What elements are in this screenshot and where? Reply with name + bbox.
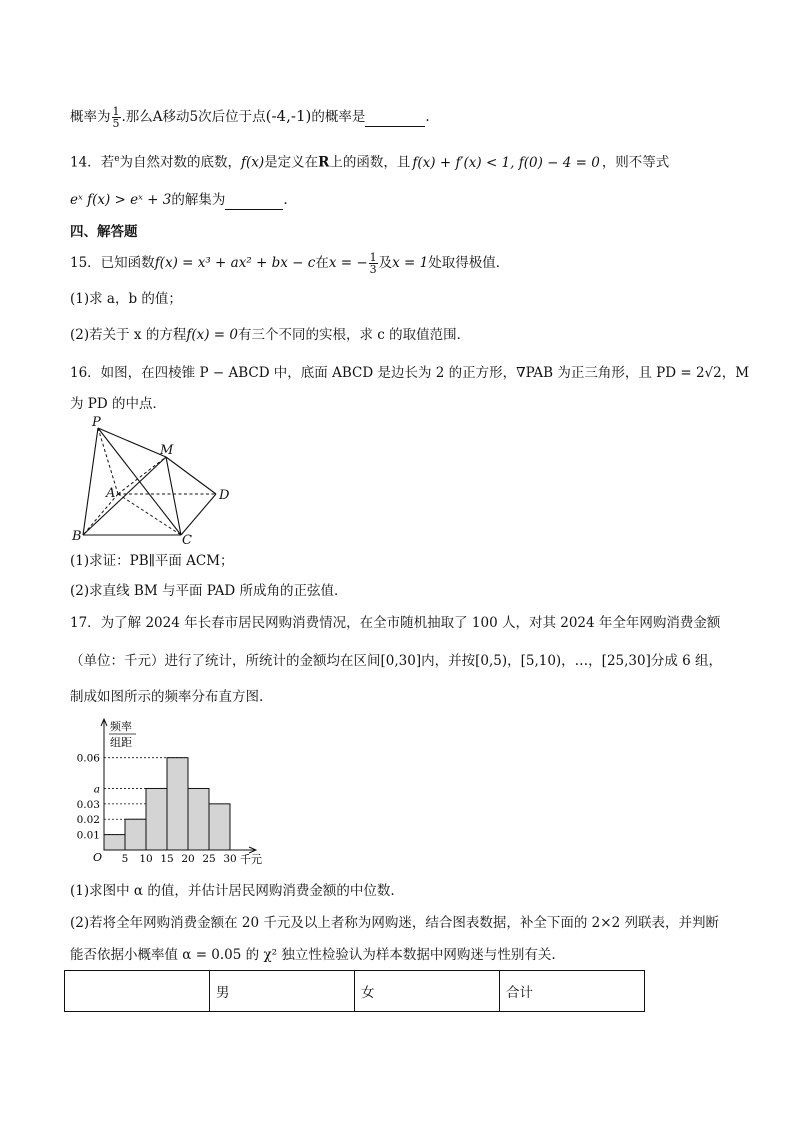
x-tick-label: 25 bbox=[202, 853, 216, 865]
ylabel-bottom: 组距 bbox=[110, 736, 132, 749]
label-D: D bbox=[219, 488, 230, 503]
p15-q2: (2)若关于 x 的方程f(x) = 0有三个不同的实根，求 c 的取值范围． bbox=[70, 327, 471, 343]
histogram-bar bbox=[167, 758, 188, 850]
table-cell bbox=[65, 971, 210, 1012]
x-tick-label: 5 bbox=[121, 853, 129, 865]
p15-q1: (1)求 a，b 的值； bbox=[70, 291, 182, 307]
histogram-bar bbox=[146, 788, 167, 850]
y-tick-label: 0.06 bbox=[76, 752, 100, 765]
table-row bbox=[65, 971, 645, 1012]
y-tick-label: 0.02 bbox=[76, 814, 100, 827]
origin-label: O bbox=[93, 851, 103, 864]
table-cell: 合计 bbox=[500, 971, 645, 1012]
table-cell: 男 bbox=[210, 971, 355, 1012]
x-tick-label: 30 bbox=[223, 853, 237, 865]
histogram-bar bbox=[125, 819, 146, 850]
answer-blank bbox=[365, 108, 425, 127]
p16-q1: (1)求证：PB∥平面 ACM； bbox=[70, 553, 234, 569]
histogram-bar bbox=[104, 835, 125, 850]
p17-q2-line1: (2)若将全年网购消费金额在 20 千元及以上者称为网购迷，结合图表数据，补全下面的 2×2 列联表，并判断 bbox=[70, 915, 719, 931]
fraction: $\frac{1}{3}$ bbox=[369, 251, 377, 276]
y-tick-label: 0.01 bbox=[76, 829, 100, 842]
histogram-bar bbox=[209, 804, 230, 850]
histogram-bar bbox=[188, 788, 209, 850]
y-tick-label: a bbox=[93, 783, 100, 796]
fraction: $\frac{1}{5}$ bbox=[112, 105, 120, 130]
p15-line1: 15．已知函数f(x) = x³ + ax² + bx − c在x = − $\frac{1}{3}$ 及x = 1处取得极值． bbox=[70, 251, 510, 276]
p17-q2-line2: 能否依据小概率值 α = 0.05 的 χ² 独立性检验认为样本数据中网购迷与性别有关. bbox=[70, 947, 556, 963]
answer-blank bbox=[225, 191, 283, 210]
pyramid-figure bbox=[70, 414, 240, 546]
y-tick-label: 0.03 bbox=[76, 798, 100, 811]
p13-tail: 概率为 $\frac{1}{5}$ .那么A移动5次后位于点(-4,-1)的概率是 . bbox=[70, 105, 430, 130]
x-tick-label: 20 bbox=[181, 853, 195, 865]
label-B: B bbox=[72, 529, 82, 544]
p17-line3: 制成如图所示的频率分布直方图. bbox=[70, 689, 264, 705]
p16-q2: (2)求直线 BM 与平面 PAD 所成角的正弦值． bbox=[70, 583, 348, 599]
label-A: A bbox=[106, 486, 116, 501]
p17-line1: 17．为了解 2024 年长春市居民网购消费情况，在全市随机抽取了 100 人，对其 2024 年全年网购消费金额 bbox=[70, 615, 721, 631]
contingency-table bbox=[64, 970, 645, 1012]
p16-line2: 为 PD 的中点． bbox=[70, 396, 166, 412]
section-title: 四、解答题 bbox=[70, 224, 138, 240]
label-C: C bbox=[182, 533, 192, 546]
p14-line2: eˣ f(x) > eˣ + 3的解集为 . bbox=[70, 192, 288, 208]
frequency-histogram bbox=[70, 714, 270, 870]
label-M: M bbox=[160, 443, 174, 458]
label-P: P bbox=[92, 415, 101, 430]
p17-q1: (1)求图中 α 的值，并估计居民网购消费金额的中位数. bbox=[70, 883, 395, 899]
p16-line1: 16．如图，在四棱锥 P − ABCD 中，底面 ABCD 是边长为 2 的正方形，∇PAB 为正三角形，且 PD = 2√2，M bbox=[70, 365, 750, 381]
x-tick-label: 15 bbox=[160, 853, 174, 865]
xlabel: 千元 bbox=[240, 853, 262, 866]
table-cell: 女 bbox=[355, 971, 500, 1012]
p17-line2: （单位：千元）进行了统计，所统计的金额均在区间[0,30]内，并按[0,5)，[5,10)，…，[25,30]分成 6 组， bbox=[70, 653, 723, 669]
p14-line1: 14．若$^e$为自然对数的底数，f(x)是定义在R上的函数，且 f(x) + f′(x) < 1, f(0) − 4 = 0 ，则不等式 bbox=[70, 154, 670, 171]
x-tick-label: 10 bbox=[139, 853, 153, 865]
ylabel-top: 频率 bbox=[110, 720, 132, 733]
